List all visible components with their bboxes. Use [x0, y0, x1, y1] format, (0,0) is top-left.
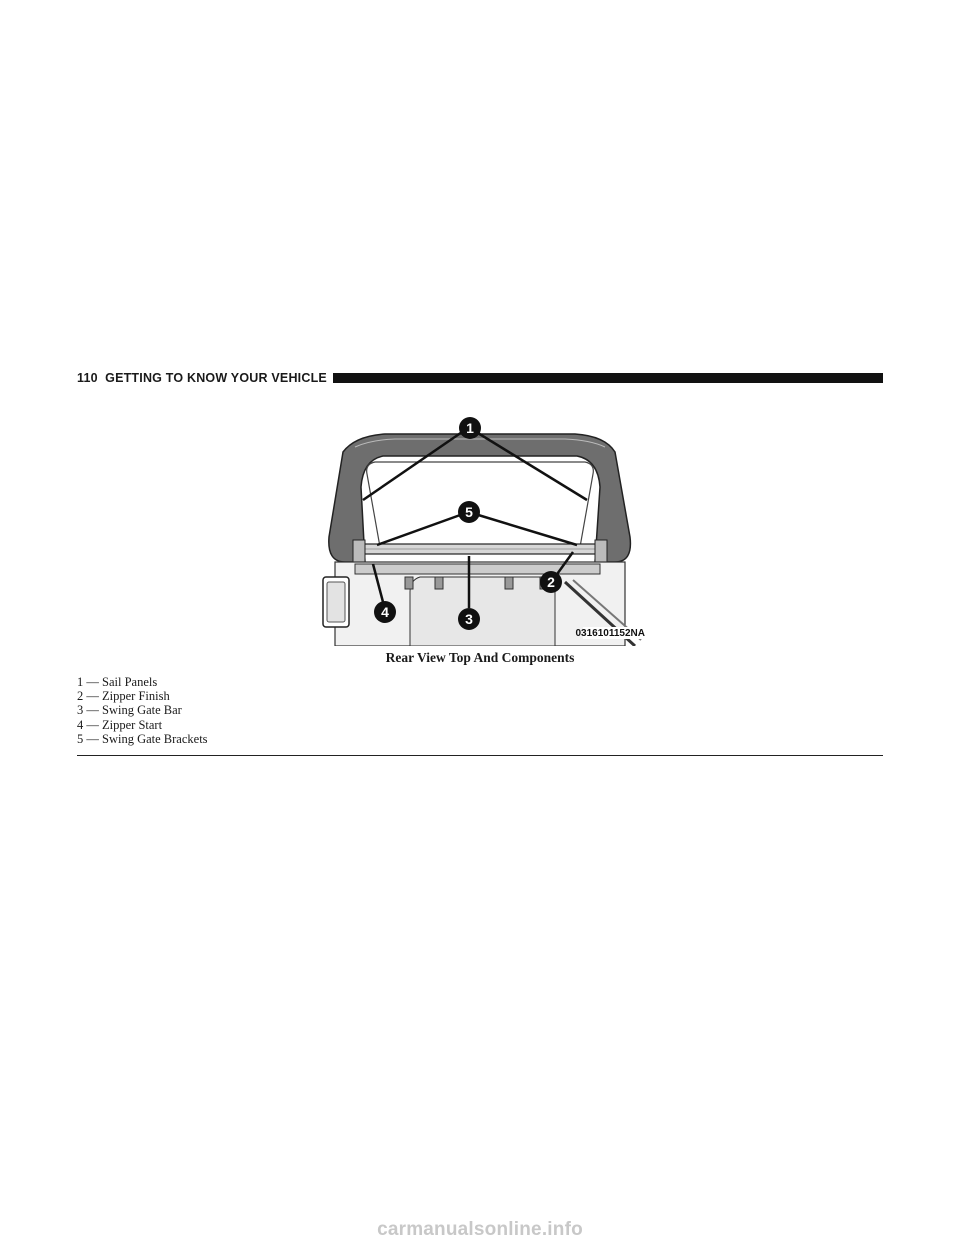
page-number: 110	[77, 371, 98, 385]
callout-5: 5	[465, 504, 473, 520]
legend-item-sail-panels: 1 — Sail Panels	[77, 675, 158, 689]
header-bar	[333, 373, 883, 383]
legend-item-zipper-finish: 2 — Zipper Finish	[77, 689, 170, 704]
legend-item-zipper-start: 4 — Zipper Start	[77, 717, 163, 732]
section-divider	[77, 755, 883, 756]
callout-4: 4	[381, 604, 389, 620]
legend-item-swing-gate-brackets: 5 — Swing Gate Brackets	[77, 731, 208, 746]
rear-view-illustration	[315, 412, 645, 646]
component-legend	[77, 675, 883, 746]
page-header	[77, 370, 883, 386]
callout-2: 2	[547, 574, 555, 590]
figure-caption: Rear View Top And Components	[385, 650, 575, 665]
legend-item-swing-gate-bar: 3 — Swing Gate Bar	[77, 703, 182, 718]
callout-3: 3	[465, 611, 473, 627]
image-code: 0316101152NA	[575, 628, 645, 639]
section-title: GETTING TO KNOW YOUR VEHICLE	[105, 371, 327, 385]
callout-1: 1	[466, 420, 474, 436]
site-watermark: carmanualsonline.info	[377, 1219, 583, 1240]
page-header-text	[77, 371, 327, 385]
